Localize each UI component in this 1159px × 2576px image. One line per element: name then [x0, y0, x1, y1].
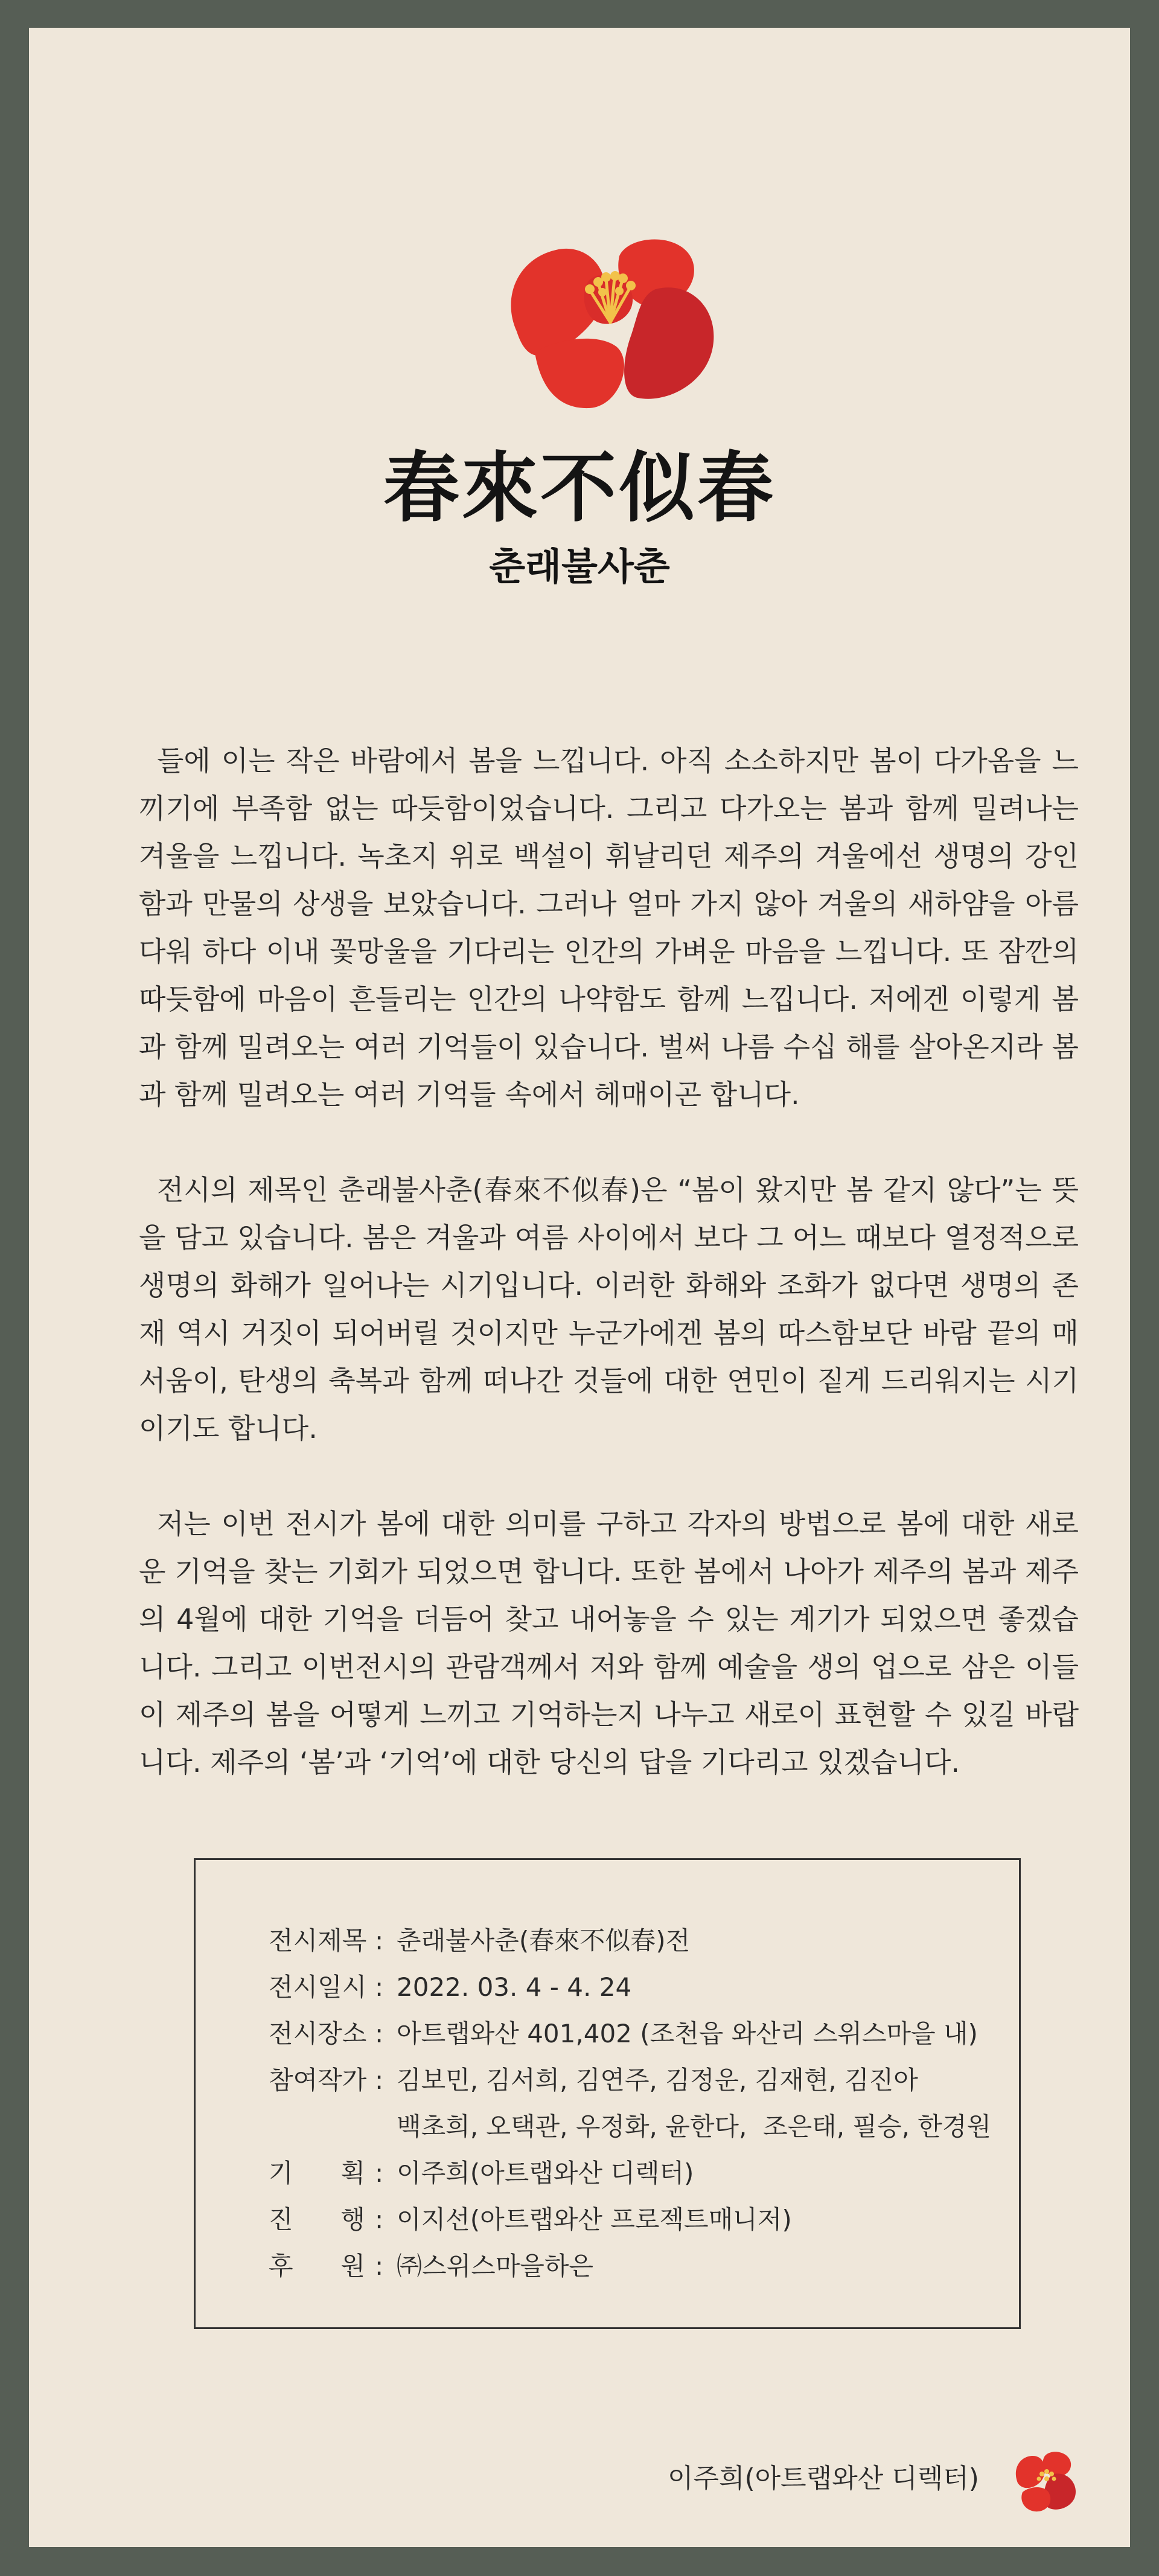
info-row-artists-cont — [269, 2103, 991, 2150]
statement-paragraph-1: 들에 이는 작은 바람에서 봄을 느낍니다. 아직 소소하지만 봄이 다가옴을 느끼기에 부족함 없는 따듯함이었습니다. 그리고 다가오는 봄과 함께 밀려나는 겨울을 느낍니다. 녹초지 위로 백설이 휘날리던 제주의 겨울에선 생명의 강인함과 만물의 상생을 보았습니다. 그러나 얼마 가지 않아 겨울의 새하얌을 아름다워 하다 이내 꽃망울을 기다리는 인간의 가벼운 마음을 느낍니다. 또 잠깐의 따듯함에 마음이 흔들리는 인간의 나약함도 함께 느낍니다. 저에겐 이렇게 봄과 함께 밀려오는 여러 기억들이 있습니다. 벌써 나름 수십 해를 살아온지라 봄과 함께 밀려오는 여러 기억들 속에서 헤매이곤 합니다. — [139, 744, 1079, 1111]
info-label-planning-char-2: 획 — [340, 2158, 365, 2188]
info-separator: : — [375, 2251, 384, 2281]
info-row-sponsor — [269, 2243, 991, 2289]
camellia-flower-icon — [499, 232, 722, 411]
info-label-sponsor-char-1: 후 — [269, 2251, 293, 2281]
info-separator: : — [375, 1926, 384, 1955]
info-value-artists-line-1: 김보민, 김서희, 김연주, 김정운, 김재현, 김진아 — [397, 2065, 918, 2095]
info-label-venue: 전시장소 — [269, 2019, 367, 2048]
info-label-planning-char-1: 기 — [269, 2158, 293, 2188]
statement-paragraph-2: 전시의 제목인 춘래불사춘(春來不似春)은 “봄이 왔지만 봄 같지 않다”는 뜻을 담고 있습니다. 봄은 겨울과 여름 사이에서 보다 그 어느 때보다 열정적으로 생명의 화해가 일어나는 시기입니다. 이러한 화해와 조화가 없다면 생명의 존재 역시 거짓이 되어버릴 것이지만 누군가에겐 봄의 따스함보단 바람 끝의 매서움이, 탄생의 축복과 함께 떠나간 것들에 대한 연민이 짙게 드리워지는 시기이기도 합니다. — [139, 1174, 1079, 1445]
info-label-sponsor-char-2: 원 — [340, 2251, 365, 2281]
exhibition-subtitle: 춘래불사춘 — [489, 545, 670, 589]
exhibition-title: 春來不似春 — [383, 444, 776, 532]
info-value-progress: 이지선(아트랩와산 프로젝트매니저) — [397, 2205, 792, 2234]
info-label-sponsor — [269, 2243, 365, 2289]
info-label-artists: 참여작가 — [269, 2065, 367, 2095]
exhibition-statement — [139, 737, 1079, 1786]
exhibition-info-list — [269, 1917, 991, 2289]
info-separator: : — [375, 2065, 384, 2095]
info-value-sponsor: ㈜스위스마을하은 — [397, 2251, 594, 2281]
info-value-date: 2022. 03. 4 - 4. 24 — [397, 1972, 632, 2002]
info-row-progress — [269, 2196, 991, 2243]
info-separator: : — [375, 2019, 384, 2048]
info-value-artists-line-2: 백초희, 오택관, 우정화, 윤한다, 조은태, 필승, 한경원 — [397, 2112, 991, 2141]
info-value-title: 춘래불사춘(春來不似春)전 — [397, 1926, 691, 1955]
signature-text: 이주희(아트랩와산 디렉터) — [668, 2463, 979, 2494]
info-row-planning — [269, 2150, 991, 2196]
info-label-progress-char-2: 행 — [340, 2205, 365, 2234]
info-separator: : — [375, 2158, 384, 2188]
camellia-flower-icon — [1012, 2450, 1079, 2513]
info-row-date — [269, 1964, 991, 2010]
exhibition-info-box — [194, 1858, 1021, 2329]
info-row-venue — [269, 2010, 991, 2057]
statement-paragraph-3: 저는 이번 전시가 봄에 대한 의미를 구하고 각자의 방법으로 봄에 대한 새로운 기억을 찾는 기회가 되었으면 합니다. 또한 봄에서 나아가 제주의 봄과 제주의 4월에 대한 기억을 더듬어 찾고 내어놓을 수 있는 계기가 되었으면 좋겠습니다. 그리고 이번전시의 관람객께서 저와 함께 예술을 생의 업으로 삼은 이들이 제주의 봄을 어떻게 느끼고 기억하는지 나누고 새로이 표현할 수 있길 바랍니다. 제주의 ‘봄’과 ‘기억’에 대한 당신의 답을 기다리고 있겠습니다. — [139, 1507, 1079, 1779]
info-row-artists — [269, 2057, 991, 2103]
info-label-progress — [269, 2196, 365, 2243]
info-label-progress-char-1: 진 — [269, 2205, 293, 2234]
poster-panel — [29, 28, 1130, 2547]
info-separator: : — [375, 1972, 384, 2002]
info-label-title: 전시제목 — [269, 1926, 367, 1955]
info-value-planning: 이주희(아트랩와산 디렉터) — [397, 2158, 694, 2188]
info-label-planning — [269, 2150, 365, 2196]
info-row-title — [269, 1917, 991, 1964]
info-value-venue: 아트랩와산 401,402 (조천읍 와산리 스위스마을 내) — [397, 2019, 978, 2048]
info-separator: : — [375, 2205, 384, 2234]
info-label-date: 전시일시 — [269, 1972, 367, 2002]
